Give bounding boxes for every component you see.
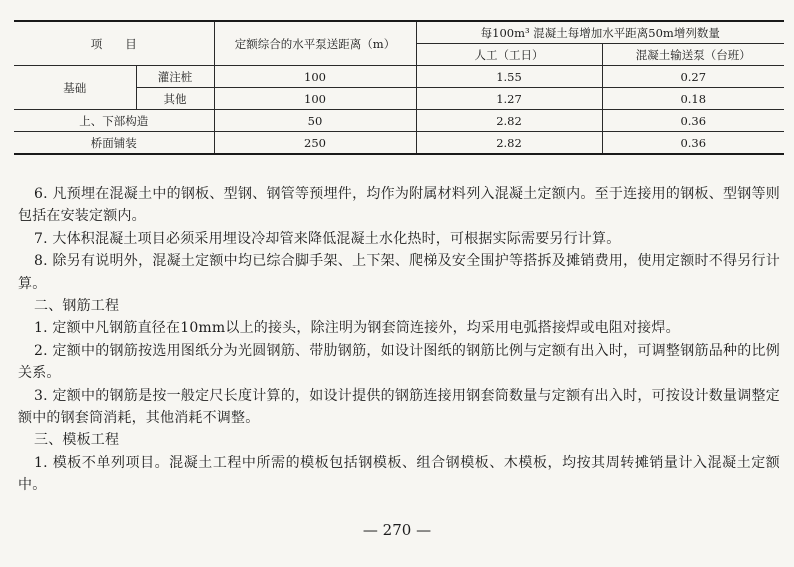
row-labor: 2.82 [416, 132, 602, 155]
row-labor: 2.82 [416, 110, 602, 132]
row-category: 上、下部构造 [14, 110, 214, 132]
table-row [14, 132, 784, 155]
section-heading-rebar: 二、钢筋工程 [34, 298, 120, 315]
table-row [14, 110, 784, 132]
body-text [18, 183, 780, 497]
section-heading-formwork: 三、模板工程 [34, 432, 120, 449]
paragraph-item-8: 8. 除另有说明外，混凝土定额中均已综合脚手架、上下架、爬梯及安全围护等搭拆及摊销费用，使用定额时不得另行计算。 [18, 253, 780, 292]
row-pump: 0.27 [602, 66, 784, 88]
row-distance: 100 [214, 66, 416, 88]
header-labor: 人工（工日） [416, 44, 602, 66]
row-labor: 1.27 [416, 88, 602, 110]
row-distance: 100 [214, 88, 416, 110]
row-category: 桥面铺装 [14, 132, 214, 155]
page-number: — 270 — [362, 521, 432, 539]
row-pump: 0.18 [602, 88, 784, 110]
row-pump: 0.36 [602, 132, 784, 155]
paragraph-formwork-1: 1. 模板不单列项目。混凝土工程中所需的模板包括钢模板、组合钢模板、木模板，均按其周转摊销量计入混凝土定额中。 [18, 454, 780, 494]
row-distance: 250 [214, 132, 416, 155]
row-labor: 1.55 [416, 66, 602, 88]
header-pump-distance: 定额综合的水平泵送距离（m） [214, 21, 416, 66]
paragraph-item-7: 7. 大体积混凝土项目必须采用埋设冷却管来降低混凝土水化热时，可根据实际需要另行计算。 [34, 230, 621, 247]
header-item: 项 目 [14, 21, 214, 66]
paragraph-rebar-2: 2. 定额中的钢筋按选用图纸分为光圆钢筋、带肋钢筋，如设计图纸的钢筋比例与定额有出入时，可调整钢筋品种的比例关系。 [18, 342, 780, 382]
row-category: 基础 [14, 66, 136, 110]
paragraph-rebar-1: 1. 定额中凡钢筋直径在10mm以上的接头，除注明为钢套筒连接外，均采用电弧搭接焊或电阻对接焊。 [34, 320, 680, 337]
paragraph-item-6: 6. 凡预埋在混凝土中的钢板、型钢、钢管等预埋件，均作为附属材料列入混凝土定额内。至于连接用的钢板、型钢等则包括在安装定额内。 [18, 186, 780, 225]
table-header-row [14, 21, 784, 44]
header-increment-group: 每100m³ 混凝土每增加水平距离50m增列数量 [416, 21, 784, 44]
paragraph-rebar-3: 3. 定额中的钢筋是按一般定尺长度计算的，如设计提供的钢筋连接用钢套筒数量与定额有出入时，可按设计数量调整定额中的钢套筒消耗，其他消耗不调整。 [18, 387, 780, 427]
row-distance: 50 [214, 110, 416, 132]
row-pump: 0.36 [602, 110, 784, 132]
row-subcategory: 灌注桩 [136, 66, 214, 88]
row-subcategory: 其他 [136, 88, 214, 110]
table-row [14, 66, 784, 88]
quota-table [14, 20, 784, 155]
header-pump: 混凝土输送泵（台班） [602, 44, 784, 66]
